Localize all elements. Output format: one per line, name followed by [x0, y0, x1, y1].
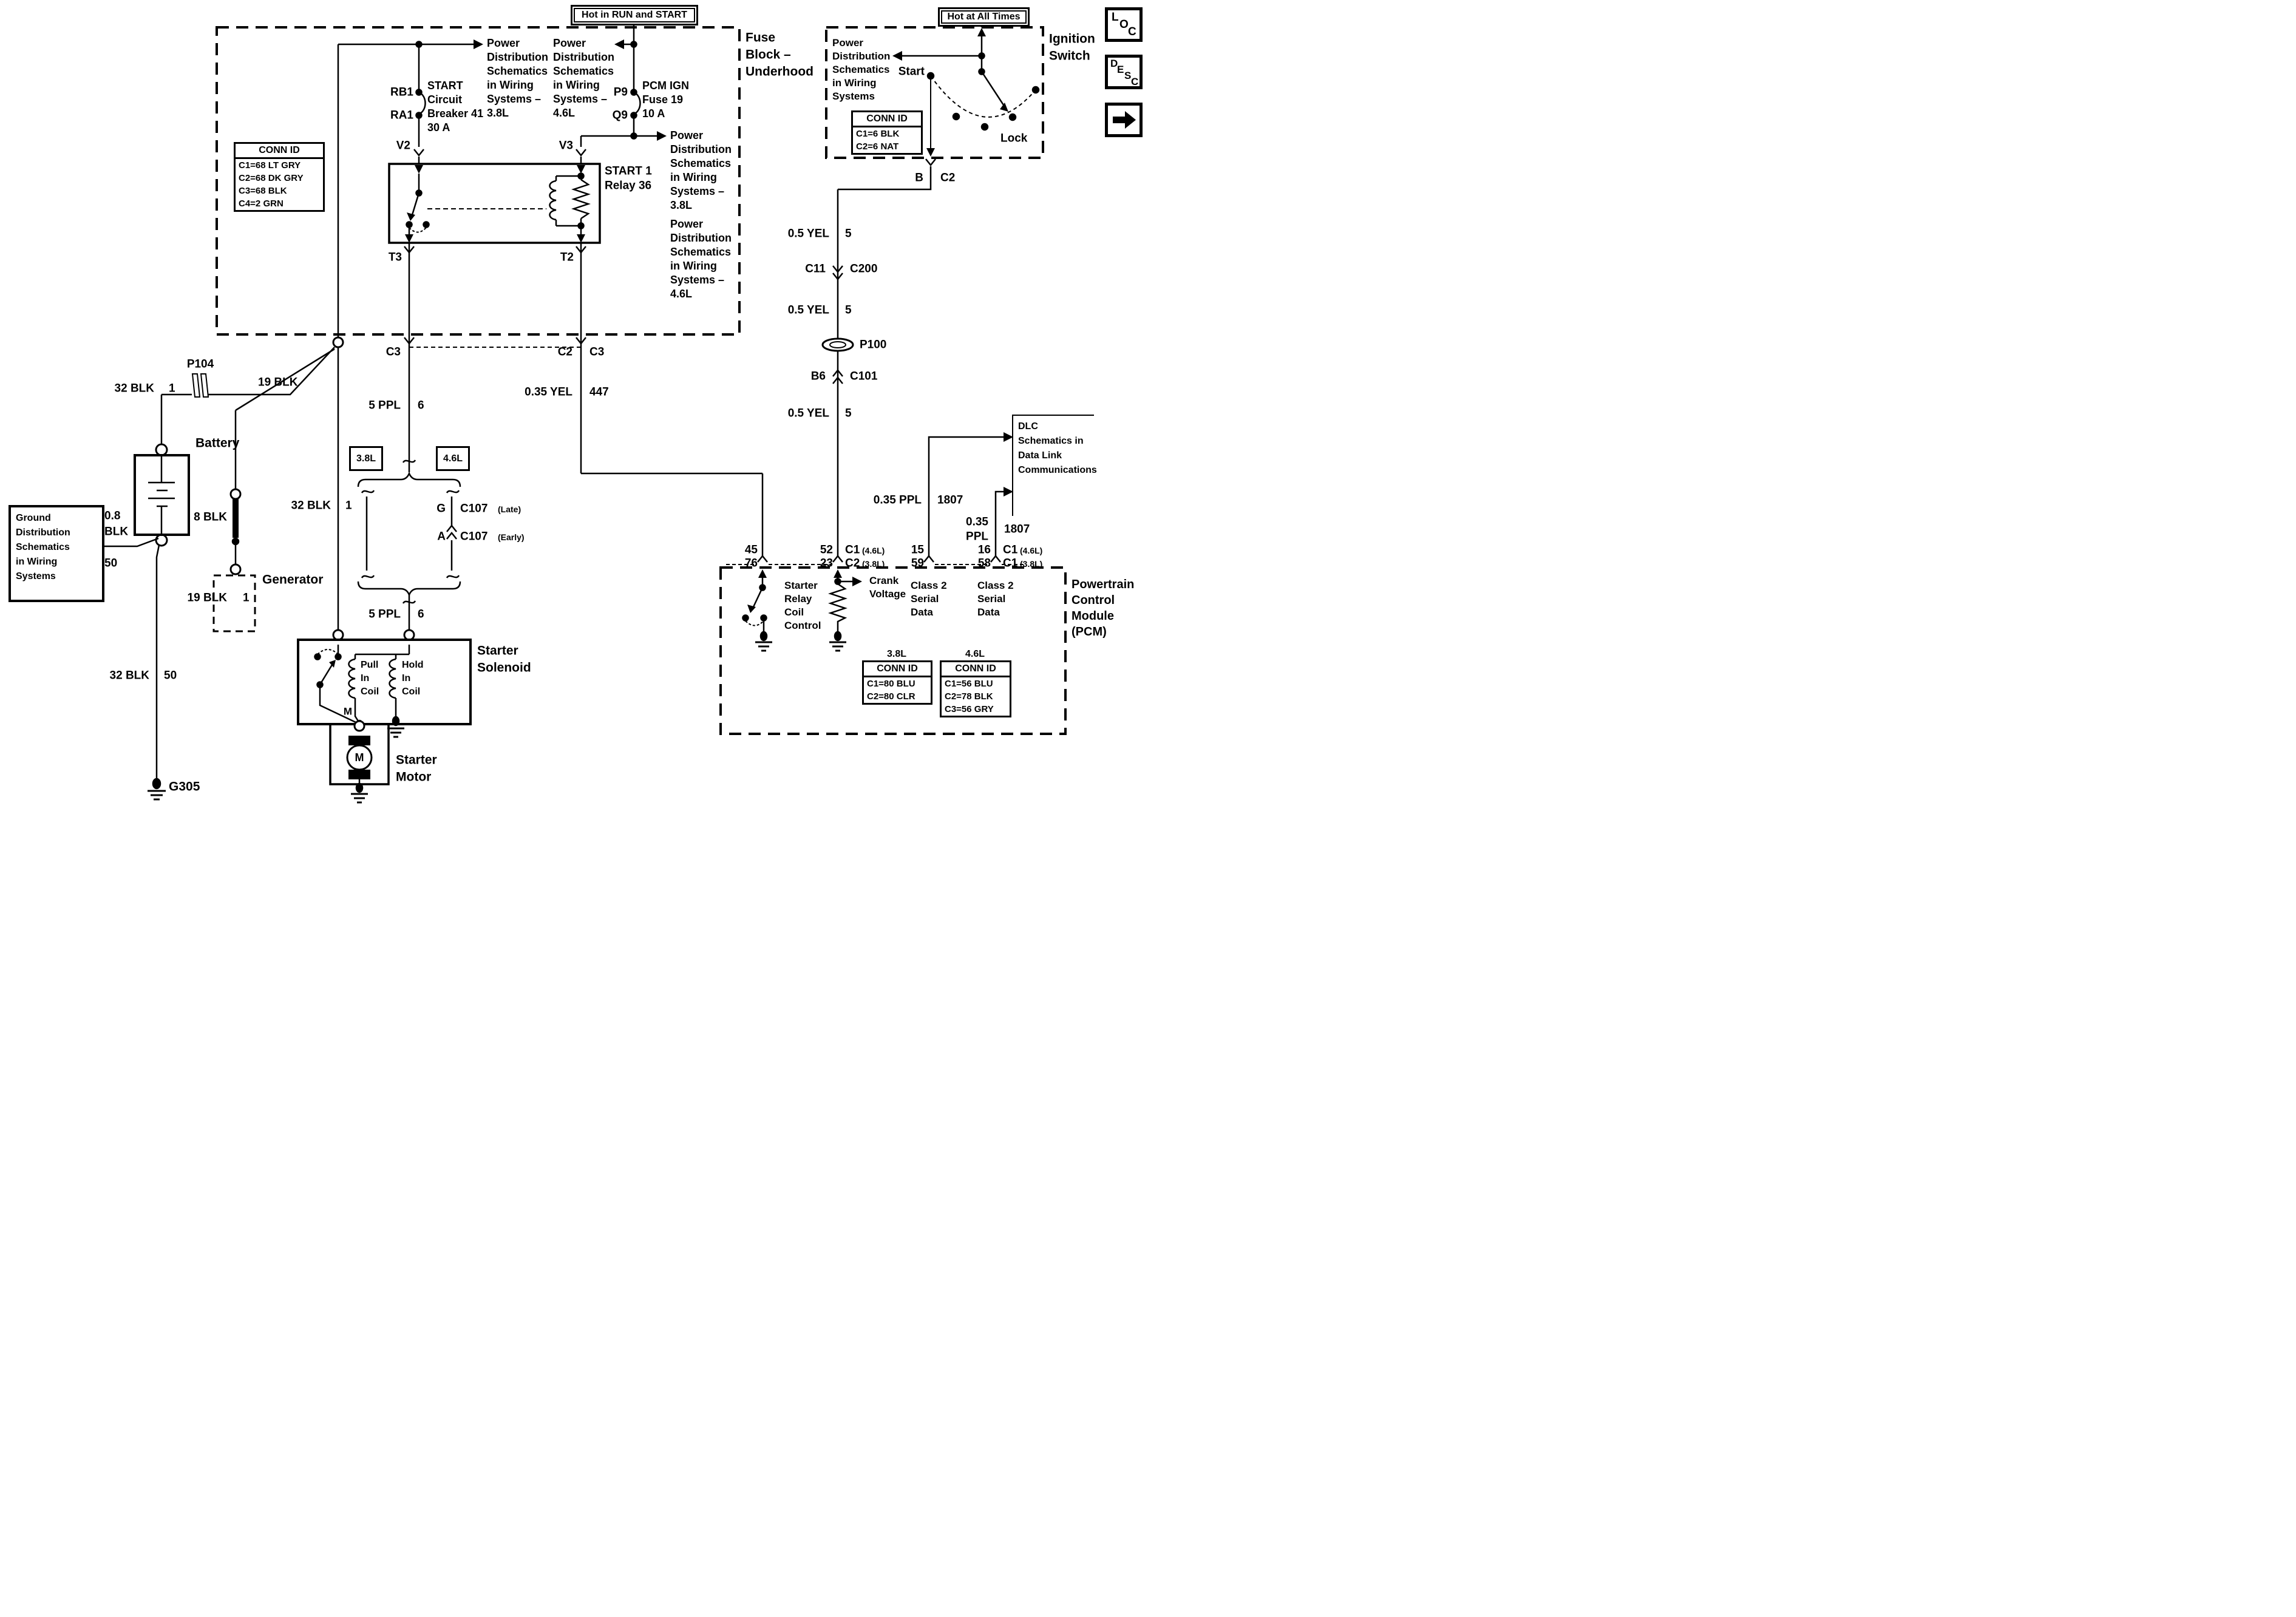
battery-ground-wiring: [91, 337, 343, 799]
wire-label-05yel: 0.5 YEL: [787, 303, 829, 317]
line: Schematics: [553, 65, 614, 77]
line: Control: [1072, 594, 1115, 607]
generator-label: Generator: [262, 572, 324, 587]
line: Class 2: [911, 580, 947, 591]
right-arrow-icon: [1108, 106, 1140, 134]
wire-label-05yel: 0.5 YEL: [787, 227, 829, 240]
fuse-block-label: Underhood: [746, 64, 813, 79]
wire-label-05yel: 0.5 YEL: [787, 407, 829, 420]
wire-label-19blk: 19 BLK: [187, 591, 227, 605]
wire-circuit: 6: [418, 608, 424, 621]
connector-c200: C200: [850, 262, 878, 276]
line: 4.6L: [670, 288, 693, 300]
connector-c107-late: C107: [460, 502, 488, 515]
line: (PCM): [1072, 625, 1107, 639]
conn-row: C2=80 CLR: [867, 691, 915, 702]
ref-dlc: [1013, 416, 1102, 522]
starter-solenoid-internals: [315, 630, 415, 737]
line: Schematics in: [1018, 436, 1084, 446]
splice-p104-label: P104: [186, 358, 214, 371]
line: 10 A: [642, 107, 665, 120]
conn-id-title: CONN ID: [942, 662, 1010, 677]
line: Distribution: [553, 51, 614, 63]
line: Distribution: [832, 50, 891, 62]
conn-row: C2=6 NAT: [856, 141, 899, 152]
line: Relay: [784, 593, 812, 605]
line: Data: [911, 606, 933, 618]
wire-label-32blk: 32 BLK: [291, 499, 331, 512]
hold-in-coil-label: In: [402, 673, 411, 683]
start-relay-internals: [405, 165, 588, 243]
pcm-pin-58: 58: [977, 557, 991, 570]
wire-label-035yel: 0.35 YEL: [525, 385, 572, 399]
wiring-diagram-page: [0, 0, 1148, 808]
line: Power: [487, 37, 520, 49]
hold-in-coil-label: Hold: [402, 660, 424, 670]
fuse-block-label: Fuse: [746, 30, 776, 45]
pcm-conn-engine-38: 3.8L: [886, 649, 907, 659]
line: in Wiring: [487, 79, 534, 91]
pcm-pin-52: 52: [820, 543, 833, 557]
line: 3.8L: [670, 199, 693, 211]
pcm-ign-fuse-desc: [642, 79, 689, 121]
conn-row: C1=80 BLU: [867, 679, 915, 689]
line: Distribution: [487, 51, 548, 63]
connector-c2: C2: [557, 345, 572, 359]
wire-circuit: 1: [169, 382, 175, 395]
pull-in-coil-label: In: [361, 673, 370, 683]
line: Systems –: [553, 93, 608, 105]
line: Coil: [784, 606, 804, 618]
wire-label-8blk: 8 BLK: [194, 510, 227, 524]
pcm-pin-23: 23: [820, 557, 833, 570]
wire-label-5ppl: 5 PPL: [369, 608, 401, 621]
line: Fuse 19: [642, 93, 684, 106]
connector-c101: C101: [850, 370, 878, 383]
line: Schematics: [16, 542, 70, 552]
crank-signal-column: [823, 189, 853, 562]
pcm-conn-eng: (3.8L): [1020, 559, 1043, 569]
line: START: [427, 80, 463, 92]
line: Schematics: [487, 65, 548, 77]
ref-pd-38l-right: [670, 129, 732, 212]
wire-label-19blk: 19 BLK: [258, 376, 298, 389]
hot-in-run-and-start-banner: Hot in RUN and START: [571, 5, 698, 25]
line: Serial: [977, 593, 1006, 605]
grommet-p100-label: P100: [860, 338, 887, 351]
wire-label-035ppl: 0.35 PPL: [873, 493, 922, 507]
solenoid-m-terminal: M: [343, 705, 352, 717]
relay-name: Relay 36: [605, 179, 652, 192]
conn-row: C1=56 BLU: [945, 679, 993, 689]
wire-circuit: 50: [104, 557, 118, 570]
ref-pd-ignition: [832, 36, 890, 103]
conn-row: C2=68 DK GRY: [239, 173, 304, 183]
line: in Wiring: [832, 77, 877, 89]
relay-pin-t3: T3: [388, 251, 402, 264]
line: Class 2: [977, 580, 1014, 591]
wire-circuit: 6: [418, 399, 424, 412]
pcm-class2-serial-data: [911, 579, 947, 619]
desc-button[interactable]: D E S C: [1105, 55, 1143, 89]
pcm-crank-voltage: [869, 574, 906, 601]
fuse-block-label: Block –: [746, 47, 791, 62]
breaker-pin-rb1: RB1: [390, 86, 413, 99]
pull-in-coil-label: Coil: [361, 686, 379, 697]
line: Power: [670, 218, 704, 230]
ignition-pin-b: B: [915, 171, 923, 185]
connector-b6: B6: [810, 370, 826, 383]
conn-row: C1=6 BLK: [856, 129, 900, 139]
pcm-conn-c1: C1: [1003, 557, 1018, 570]
wire-circuit: 5: [845, 407, 852, 420]
starter-motor-label: Starter: [396, 753, 437, 767]
wire-label-32blk: 32 BLK: [114, 382, 154, 395]
wire-circuit: 1: [345, 499, 352, 512]
line: Power: [553, 37, 586, 49]
line: Power: [832, 37, 864, 49]
line: Distribution: [670, 232, 732, 244]
line: Schematics: [832, 64, 890, 75]
ignition-switch-label: Switch: [1049, 49, 1090, 63]
ignition-lock-label: Lock: [1000, 132, 1028, 145]
line: Powertrain: [1072, 578, 1135, 591]
pcm-conn-engine-46: 4.6L: [965, 649, 985, 659]
pcm-pin-15: 15: [911, 543, 924, 557]
pull-in-coil-label: Pull: [361, 660, 379, 670]
pcm-starter-relay-coil-control: [784, 579, 821, 632]
pcm-pin-45: 45: [744, 543, 758, 557]
relay-pin-t2: T2: [560, 251, 574, 264]
conn-row: C3=56 GRY: [945, 704, 994, 714]
ref-pd-46l-left: [553, 36, 614, 120]
conn-id-box-ignition: [851, 110, 923, 155]
line: in Wiring: [553, 79, 600, 91]
wire-label-035ppl-b: 0.35: [966, 515, 988, 529]
line: in Wiring: [16, 557, 58, 567]
ignition-switch-label: Ignition: [1049, 32, 1095, 46]
pcm-conn-eng: (4.6L): [1020, 546, 1043, 555]
line: Systems –: [487, 93, 542, 105]
ignition-start-label: Start: [898, 65, 925, 78]
conn-id-box-fuse-block: [234, 142, 325, 212]
line: Schematics: [670, 157, 732, 169]
line: Systems –: [670, 185, 725, 197]
line: Module: [1072, 609, 1114, 623]
engine-tag-46l: 4.6L: [436, 446, 470, 471]
wire-label-5ppl: 5 PPL: [369, 399, 401, 412]
wire-circuit: 5: [845, 303, 852, 317]
conn-row: C2=78 BLK: [945, 691, 993, 702]
line: in Wiring: [670, 260, 717, 272]
pcm-conn-c1: C1: [845, 543, 860, 557]
line: 30 A: [427, 121, 450, 134]
starter-motor-label: Motor: [396, 770, 432, 784]
wire-label-08blk: 0.8: [104, 509, 121, 523]
battery-label: Battery: [195, 436, 240, 450]
breaker-desc: [427, 79, 483, 135]
conn-id-title: CONN ID: [864, 662, 931, 677]
starter-solenoid-label: Solenoid: [477, 660, 531, 675]
line: 4.6L: [553, 107, 576, 119]
line: Breaker 41: [427, 107, 484, 120]
fuse-pin-p9: P9: [613, 86, 628, 99]
c107-late-note: (Late): [498, 504, 521, 514]
line: Crank: [869, 575, 899, 586]
next-page-button[interactable]: [1105, 103, 1143, 137]
pcm-class2-serial-data: [977, 579, 1014, 619]
conn-id-title: CONN ID: [236, 144, 323, 159]
line: DLC: [1018, 421, 1038, 432]
pcm-pin-59: 59: [911, 557, 924, 570]
loc-button[interactable]: L O C: [1105, 7, 1143, 42]
line: Ground: [16, 513, 51, 523]
wire-circuit: 447: [589, 385, 609, 399]
line: Voltage: [869, 588, 906, 600]
fuse-pin-q9: Q9: [612, 109, 628, 122]
line: 3.8L: [487, 107, 509, 119]
connector-c107-early: C107: [460, 530, 488, 543]
relay-name: START 1: [605, 164, 652, 178]
connector-c3: C3: [589, 345, 605, 359]
ref-ground-distribution: [8, 505, 104, 602]
wire-circuit: 1807: [937, 493, 963, 507]
line: Systems –: [670, 274, 725, 286]
pcm-conn-eng: (3.8L): [862, 559, 885, 569]
wire-circuit: 1807: [1004, 523, 1030, 536]
line: Distribution: [670, 143, 732, 155]
relay-pin-v3: V3: [559, 139, 573, 152]
line: Data: [977, 606, 1000, 618]
wire-circuit: 5: [845, 227, 852, 240]
ground-g305-label: G305: [169, 779, 200, 794]
conn-row: C1=68 LT GRY: [239, 160, 301, 171]
hold-in-coil-label: Coil: [402, 686, 421, 697]
c107-early-note: (Early): [498, 532, 525, 542]
line: Systems: [832, 90, 875, 102]
starter-solenoid-box: [298, 640, 470, 724]
line: in Wiring: [670, 171, 717, 183]
pcm-conn-c1: C1: [1003, 543, 1018, 557]
wire-circuit: 50: [164, 669, 177, 682]
conn-id-box-pcm-38: [862, 660, 932, 705]
line: Control: [784, 620, 821, 631]
ref-pd-38l-left: [487, 36, 548, 120]
motor-m-symbol: M: [355, 751, 364, 764]
c107-pin-g: G: [436, 502, 446, 515]
conn-row: C4=2 GRN: [239, 198, 284, 209]
breaker-pin-ra1: RA1: [390, 109, 413, 122]
ref-pd-46l-right: [670, 217, 732, 301]
line: Distribution: [16, 527, 70, 538]
line: Serial: [911, 593, 939, 605]
conn-id-box-pcm-46: [940, 660, 1011, 717]
line: Communications: [1018, 465, 1097, 475]
pcm-pin-76: 76: [744, 557, 758, 570]
connector-c11: C11: [805, 262, 826, 276]
engine-tag-38l: 3.8L: [349, 446, 383, 471]
line: Circuit: [427, 93, 463, 106]
wire-circuit: 1: [243, 591, 250, 605]
conn-row: C3=68 BLK: [239, 186, 287, 196]
line: Data Link: [1018, 450, 1062, 461]
ignition-conn-c2: C2: [940, 171, 956, 185]
line: PCM IGN: [642, 80, 690, 92]
wire-label-035ppl-b: PPL: [966, 530, 988, 543]
hot-at-all-times-banner: Hot at All Times: [938, 7, 1030, 27]
pcm-conn-eng: (4.6L): [862, 546, 885, 555]
pcm-pin-16: 16: [977, 543, 991, 557]
engine-split-c107: [358, 460, 460, 630]
line: Systems: [16, 571, 56, 581]
pcm-label: [1072, 577, 1134, 640]
wire-label-08blk: BLK: [104, 525, 129, 538]
line: Power: [670, 129, 704, 141]
relay-pin-v2: V2: [396, 139, 410, 152]
wire-label-32blk: 32 BLK: [109, 669, 149, 682]
line: Schematics: [670, 246, 732, 258]
c107-pin-a: A: [437, 530, 446, 543]
connector-c3: C3: [385, 345, 401, 359]
pcm-conn-c2: C2: [845, 557, 860, 570]
line: Starter: [784, 580, 818, 591]
conn-id-title: CONN ID: [853, 112, 921, 127]
starter-solenoid-label: Starter: [477, 643, 518, 658]
